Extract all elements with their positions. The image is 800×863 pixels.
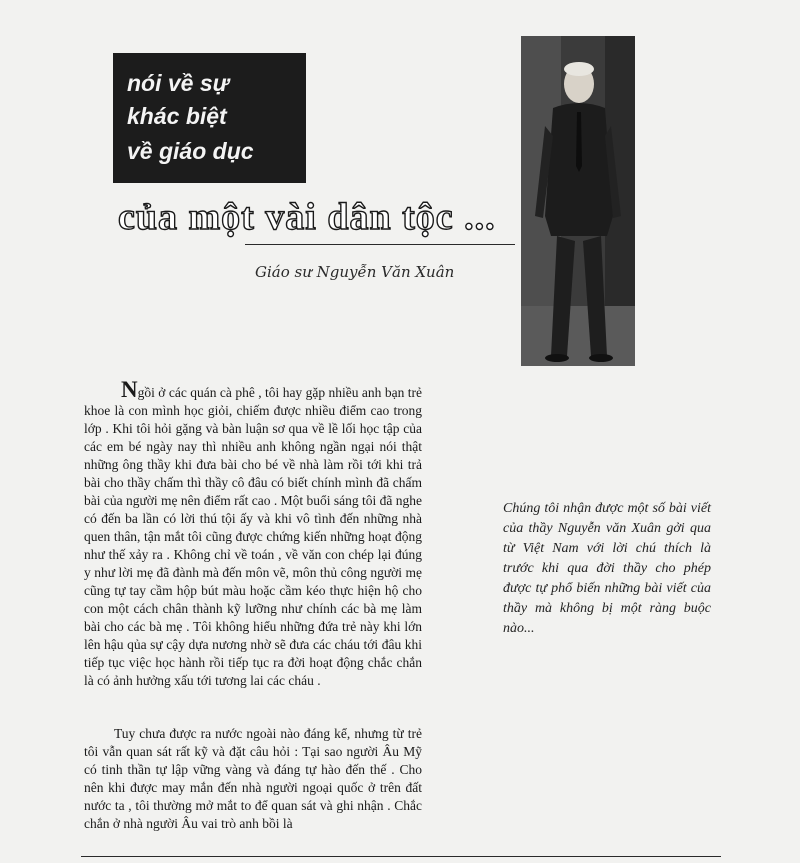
title-line-1: nói về sự bbox=[127, 70, 230, 96]
article-paragraph-1 bbox=[84, 378, 422, 690]
paragraph-1-text: gồi ở các quán cà phê , tôi hay gặp nhiều anh bạn trẻ khoe là con mình học giỏi, chiếm được nhiều điểm cao trong lớp . Khi tôi hỏi gặng và bàn luận sơ qua về lề lối học tập của các em bé ngày nay thì nhiều anh không ngần ngại nói thật những ông thầy khi đưa bài cho bé về nhà làm rồi tới khi trả bài cho thầy chấm thì thầy cô đâu có biết chính mình đã chấm bài của người mẹ nên điểm rất cao . Một buổi sáng tôi đã nghe có đến ba lần có lời thú tội ấy và khi vô tình đến những nhà quen thân, tận mắt tôi cũng được chứng kiến những hoạt động như thế xảy ra . Không chỉ về toán , về văn con chép lại đúng y như lời mẹ đã đành mà đến môn vẽ, môn thủ công người mẹ cũng tự tay cầm hộp bút màu hoặc cầm kéo thực hiện hộ cho con một cách chân thành kỹ lưỡng như chính các bà mẹ làm bài cho các bà mẹ . Tôi không hiểu những đứa trẻ này khi lớn lên hậu qủa sự cậy dựa nương nhờ sẽ đưa các cháu tới đâu khi tiếp tục việc học hành rồi tiếp tục ra đời hoạt động chắc chắn là có ảnh hưởng xấu tới tương lai các cháu . bbox=[84, 385, 422, 688]
title-divider bbox=[245, 244, 515, 245]
title-block bbox=[113, 53, 306, 183]
author-photo bbox=[521, 36, 635, 366]
title-line-2: khác biệt bbox=[127, 103, 227, 129]
drop-cap: N bbox=[121, 377, 138, 402]
article-body bbox=[84, 378, 422, 833]
author-byline: Giáo sư Nguyễn Văn Xuân bbox=[255, 263, 455, 281]
article-paragraph-2: Tuy chưa được ra nước ngoài nào đáng kể, nhưng từ trẻ tôi vẫn quan sát rất kỹ và đặt câu hỏi : Tại sao người Âu Mỹ có tinh thần tự lập vững vàng và đáng tự hào đến thế . Cho nên khi được may mắn đến nhà người ngoại quốc ở trên đất nước ta , tôi thường mở mắt to để quan sát và ghi nhận . Chắc chắn ở nhà người Âu vai trò anh bồi là bbox=[84, 726, 422, 831]
portrait-photo-icon bbox=[521, 36, 635, 366]
title-line-3: về giáo dục bbox=[127, 138, 254, 164]
subtitle: của một vài dân tộc ... bbox=[118, 196, 496, 238]
page-bottom-rule bbox=[81, 856, 721, 857]
editor-note: Chúng tôi nhận được một số bài viết của thầy Nguyễn văn Xuân gởi qua từ Việt Nam với lời chú thích là trước khi qua đời thầy cho phép được tự phổ biến những bài viết của thầy mà không bị một ràng buộc nào... bbox=[503, 501, 711, 636]
